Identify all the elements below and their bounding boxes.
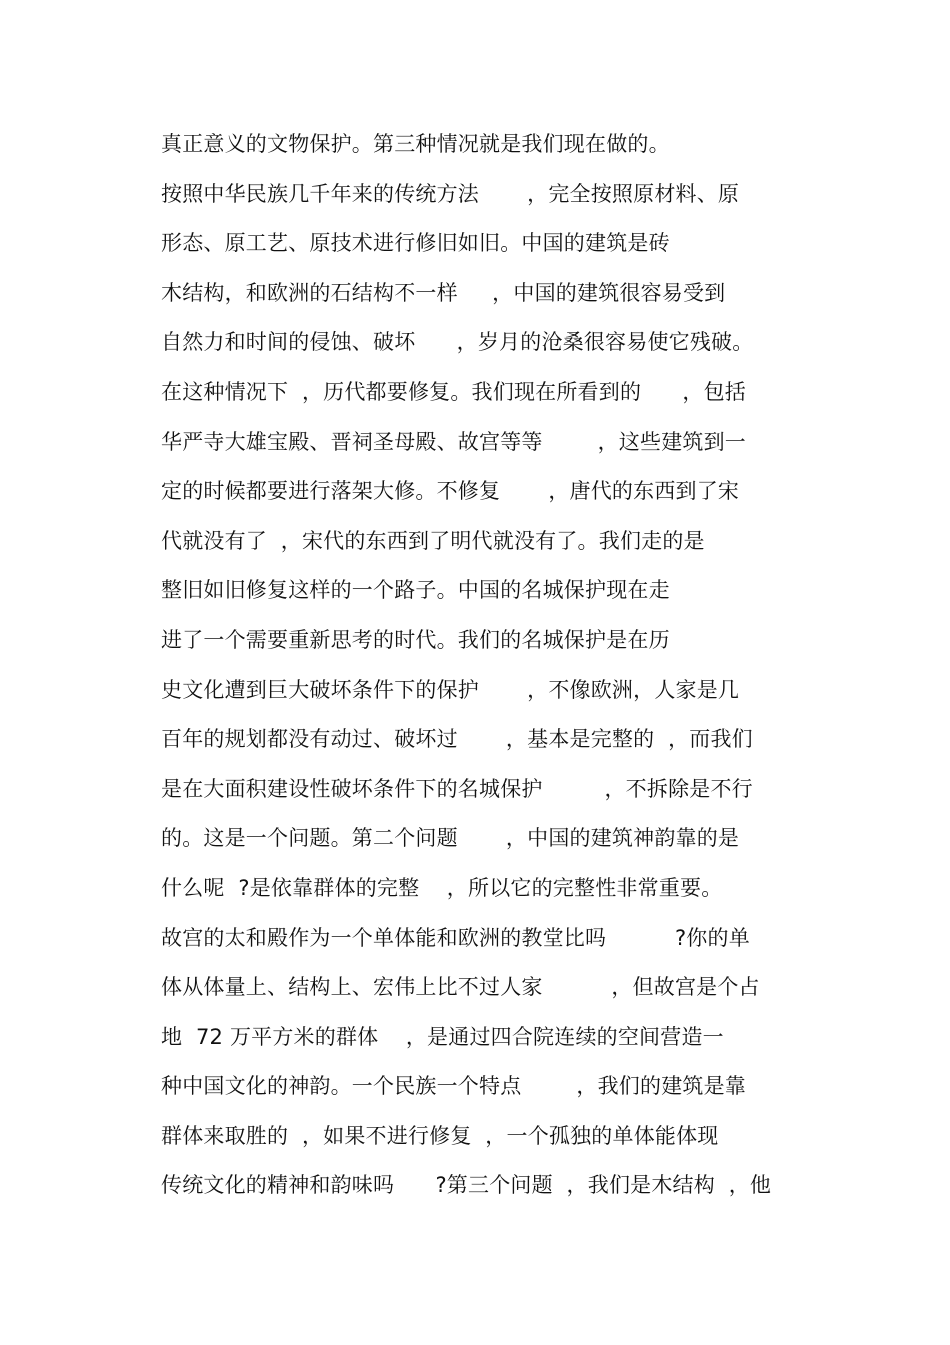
text-line: 地 72 万平方米的群体 ，是通过四合院连续的空间营造一 — [161, 1024, 724, 1049]
text-line: 华严寺大雄宝殿、晋祠圣母殿、故宫等等 ，这些建筑到一 — [161, 429, 746, 454]
text-line: 传统文化的精神和韵味吗 ?第三个问题 ，我们是木结构 ，他 — [161, 1173, 772, 1198]
text-line: 真正意义的文物保护。第三种情况就是我们现在做的。 — [161, 132, 670, 156]
text-line: 按照中华民族几千年来的传统方法 ，完全按照原材料、原 — [161, 181, 740, 206]
text-line: 百年的规划都没有动过、破坏过 ，基本是完整的 ，而我们 — [161, 727, 753, 752]
text-line: 自然力和时间的侵蚀、破坏 ，岁月的沧桑很容易使它残破。 — [161, 330, 754, 355]
text-line: 是在大面积建设性破坏条件下的名城保护 ，不拆除是不行 — [161, 776, 753, 801]
text-line: 种中国文化的神韵。一个民族一个特点 ，我们的建筑是靠 — [161, 1074, 746, 1099]
text-line: 群体来取胜的 ，如果不进行修复 ，一个孤独的单体能体现 — [161, 1123, 719, 1148]
text-line: 进了一个需要重新思考的时代。我们的名城保护是在历 — [161, 627, 670, 652]
text-line: 整旧如旧修复这样的一个路子。中国的名城保护现在走 — [161, 578, 670, 603]
text-line: 什么呢 ?是依靠群体的完整 ，所以它的完整性非常重要。 — [161, 875, 723, 900]
body-text — [161, 120, 801, 1211]
text-line: 木结构，和欧洲的石结构不一样 ，中国的建筑很容易受到 — [161, 280, 726, 305]
text-line: 故宫的太和殿作为一个单体能和欧洲的教堂比吗 ?你的单 — [161, 925, 750, 950]
text-line: 代就没有了 ，宋代的东西到了明代就没有了。我们走的是 — [161, 528, 705, 553]
text-line: 在这种情况下 ，历代都要修复。我们现在所看到的 ，包括 — [161, 379, 746, 404]
text-line: 史文化遭到巨大破坏条件下的保护 ，不像欧洲，人家是几 — [161, 677, 740, 702]
text-line: 定的时候都要进行落架大修。不修复 ，唐代的东西到了宋 — [161, 479, 740, 504]
text-line: 形态、原工艺、原技术进行修旧如旧。中国的建筑是砖 — [161, 231, 670, 256]
text-line: 体从体量上、结构上、宏伟上比不过人家 ，但故宫是个占 — [161, 975, 760, 1000]
text-line: 的。这是一个问题。第二个问题 ，中国的建筑神韵靠的是 — [161, 826, 740, 851]
